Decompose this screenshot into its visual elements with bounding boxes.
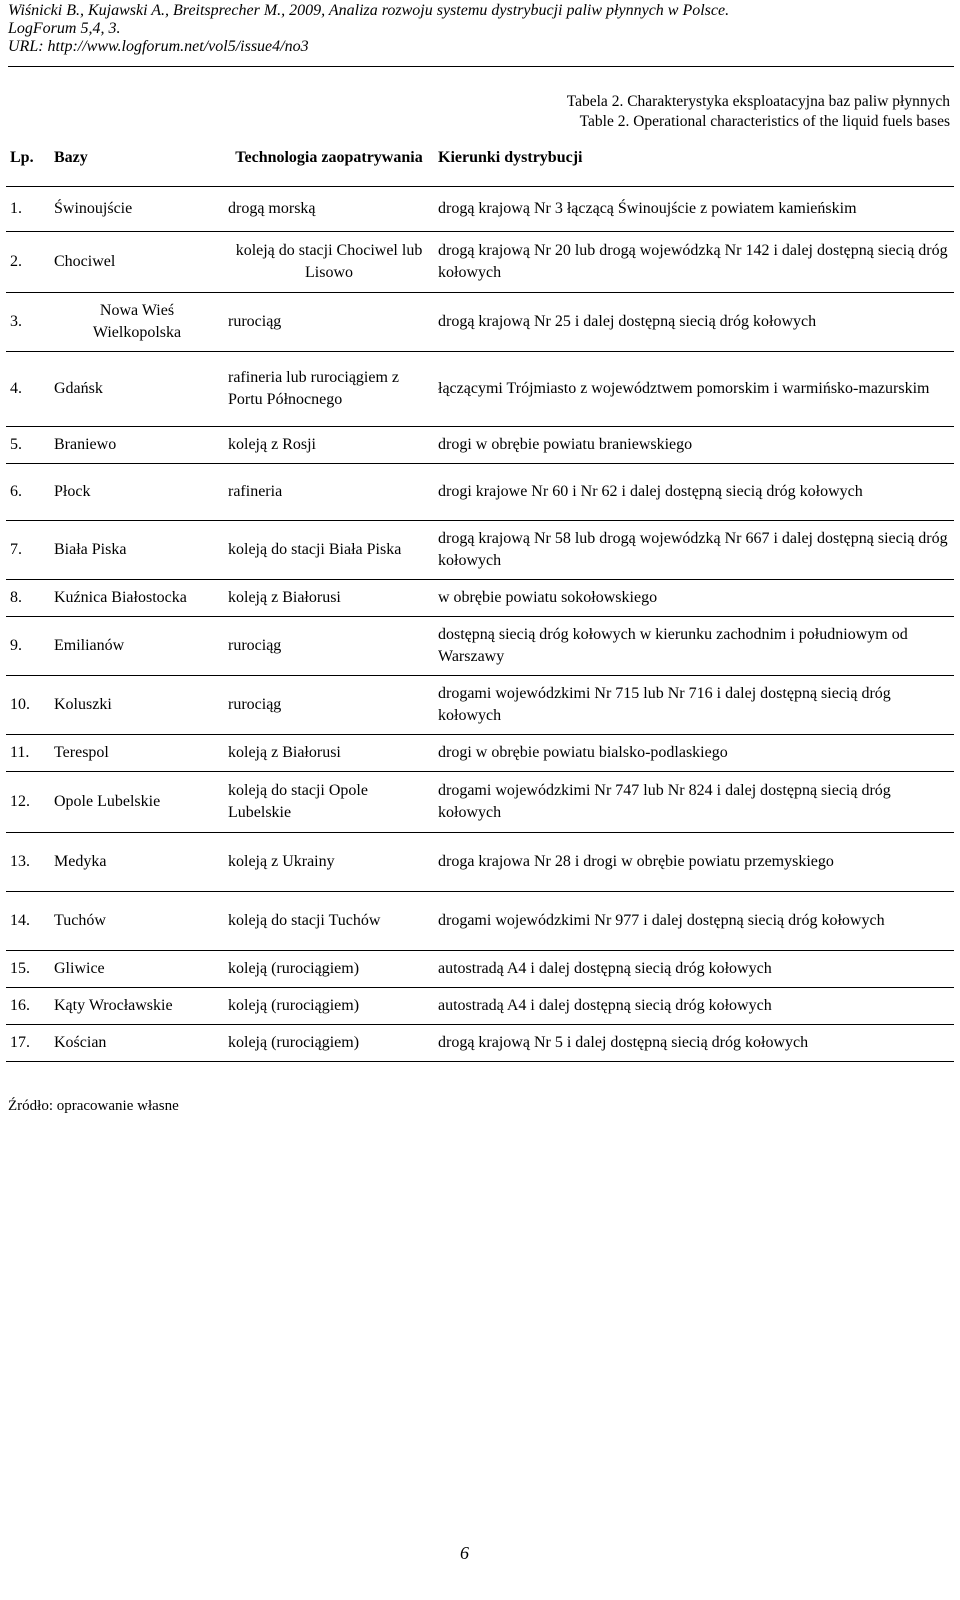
cell-kierunki: drogami wojewódzkimi Nr 747 lub Nr 824 i dalej dostępną siecią dróg kołowych [438,782,891,821]
cell-baza: Biała Piska [54,541,127,558]
cell-kierunki: drogą krajową Nr 3 łączącą Świnoujście z powiatem kamieńskim [438,200,857,217]
caption-english: Table 2. Operational characteristics of the liquid fuels bases [579,113,950,130]
cell-baza: Chociwel [54,253,116,270]
cell-lp: 10. [10,696,30,713]
cell-technologia: koleją (rurociągiem) [228,1034,360,1051]
cell-kierunki: autostradą A4 i dalej dostępną siecią dróg kołowych [438,997,772,1014]
cell-baza: Emilianów [54,637,125,654]
cell-kierunki: drogą krajową Nr 5 i dalej dostępną siecią dróg kołowych [438,1034,809,1051]
cell-lp: 1. [10,200,22,217]
table-row [6,892,954,951]
table-row [6,988,954,1025]
table-row [6,772,954,833]
cell-technologia: koleją do stacji Opole Lubelskie [228,782,368,821]
cell-baza: Kościan [54,1034,107,1051]
cell-kierunki: drogą krajową Nr 25 i dalej dostępną siecią dróg kołowych [438,313,817,330]
citation-header [8,2,952,56]
cell-lp: 7. [10,541,22,558]
table-row [6,232,954,293]
cell-baza: Tuchów [54,912,106,929]
citation-line-authors: Wiśnicki B., Kujawski A., Breitsprecher M., 2009, Analiza rozwoju systemu dystrybucji paliw płynnych w Polsce. [8,2,730,19]
cell-baza: Gdańsk [54,380,103,397]
cell-baza: Terespol [54,744,109,761]
table-row [6,352,954,427]
cell-kierunki: w obrębie powiatu sokołowskiego [438,589,658,606]
cell-baza: Braniewo [54,436,117,453]
cell-kierunki: drogą krajową Nr 58 lub drogą wojewódzką Nr 667 i dalej dostępną siecią dróg kołowych [438,530,948,569]
cell-technologia: koleją z Ukrainy [228,853,335,870]
cell-baza: Nowa Wieś Wielkopolska [92,302,182,341]
cell-kierunki: drogami wojewódzkimi Nr 715 lub Nr 716 i dalej dostępną siecią dróg kołowych [438,685,891,724]
cell-lp: 3. [10,313,22,330]
table-row [6,187,954,232]
cell-baza: Opole Lubelskie [54,793,161,810]
header-divider [8,66,954,67]
cell-kierunki: drogi krajowe Nr 60 i Nr 62 i dalej dostępną siecią dróg kołowych [438,483,863,500]
cell-baza: Medyka [54,853,107,870]
cell-kierunki: dostępną siecią dróg kołowych w kierunku zachodnim i południowym od Warszawy [438,626,908,665]
citation-line-journal: LogForum 5,4, 3. [8,20,121,37]
table-row [6,521,954,580]
cell-technologia: koleją (rurociągiem) [228,960,360,977]
table-body [6,187,954,1062]
header-bazy: Bazy [54,149,88,166]
cell-technologia: koleją z Rosji [228,436,316,453]
cell-lp: 16. [10,997,30,1014]
cell-technologia: koleją z Białorusi [228,744,341,761]
cell-baza: Gliwice [54,960,105,977]
table-row [6,951,954,988]
cell-baza: Koluszki [54,696,112,713]
table-row [6,617,954,676]
cell-lp: 14. [10,912,30,929]
table-row [6,580,954,617]
cell-kierunki: łączącymi Trójmiasto z województwem pomorskim i warmińsko-mazurskim [438,380,930,397]
caption-polish: Tabela 2. Charakterystyka eksploatacyjna baz paliw płynnych [566,93,950,110]
fuel-bases-table [6,130,954,1062]
cell-technologia: koleją do stacji Chociwel lub Lisowo [235,242,423,281]
cell-lp: 8. [10,589,22,606]
cell-technologia: rurociąg [228,696,282,713]
cell-technologia: koleją z Białorusi [228,589,341,606]
cell-technologia: rafineria lub rurociągiem z Portu Północnego [228,369,400,408]
header-technologia: Technologia zaopatrywania [235,149,423,166]
table-row [6,1025,954,1062]
cell-technologia: rurociąg [228,313,282,330]
cell-technologia: rafineria [228,483,283,500]
cell-technologia: koleją do stacji Biała Piska [228,541,402,558]
table-row [6,833,954,892]
table-row [6,427,954,464]
cell-baza: Płock [54,483,91,500]
cell-technologia: drogą morską [228,200,316,217]
cell-technologia: rurociąg [228,637,282,654]
cell-lp: 17. [10,1034,30,1051]
page-number: 6 [460,1543,469,1563]
cell-lp: 15. [10,960,30,977]
cell-baza: Kuźnica Białostocka [54,589,187,606]
cell-lp: 5. [10,436,22,453]
cell-lp: 6. [10,483,22,500]
cell-lp: 11. [10,744,30,761]
cell-kierunki: droga krajowa Nr 28 i drogi w obrębie powiatu przemyskiego [438,853,834,870]
table-row [6,293,954,352]
cell-technologia: koleją (rurociągiem) [228,997,360,1014]
cell-lp: 12. [10,793,30,810]
cell-kierunki: drogi w obrębie powiatu bialsko-podlaskiego [438,744,728,761]
cell-kierunki: autostradą A4 i dalej dostępną siecią dróg kołowych [438,960,772,977]
table-row [6,464,954,521]
cell-lp: 4. [10,380,22,397]
citation-line-url: URL: http://www.logforum.net/vol5/issue4/no3 [8,38,309,55]
source-note: Źródło: opracowanie własne [8,1098,179,1114]
cell-technologia: koleją do stacji Tuchów [228,912,381,929]
cell-lp: 9. [10,637,22,654]
table-row [6,735,954,772]
cell-kierunki: drogą krajową Nr 20 lub drogą wojewódzką Nr 142 i dalej dostępną siecią dróg kołowych [438,242,948,281]
header-kierunki: Kierunki dystrybucji [438,149,583,166]
cell-lp: 13. [10,853,30,870]
header-lp: Lp. [10,149,34,166]
table-caption [567,92,950,132]
table-row [6,676,954,735]
cell-baza: Kąty Wrocławskie [54,997,173,1014]
cell-baza: Świnoujście [54,200,133,217]
table-header-row [6,130,954,187]
cell-lp: 2. [10,253,22,270]
cell-kierunki: drogami wojewódzkimi Nr 977 i dalej dostępną siecią dróg kołowych [438,912,885,929]
cell-kierunki: drogi w obrębie powiatu braniewskiego [438,436,693,453]
